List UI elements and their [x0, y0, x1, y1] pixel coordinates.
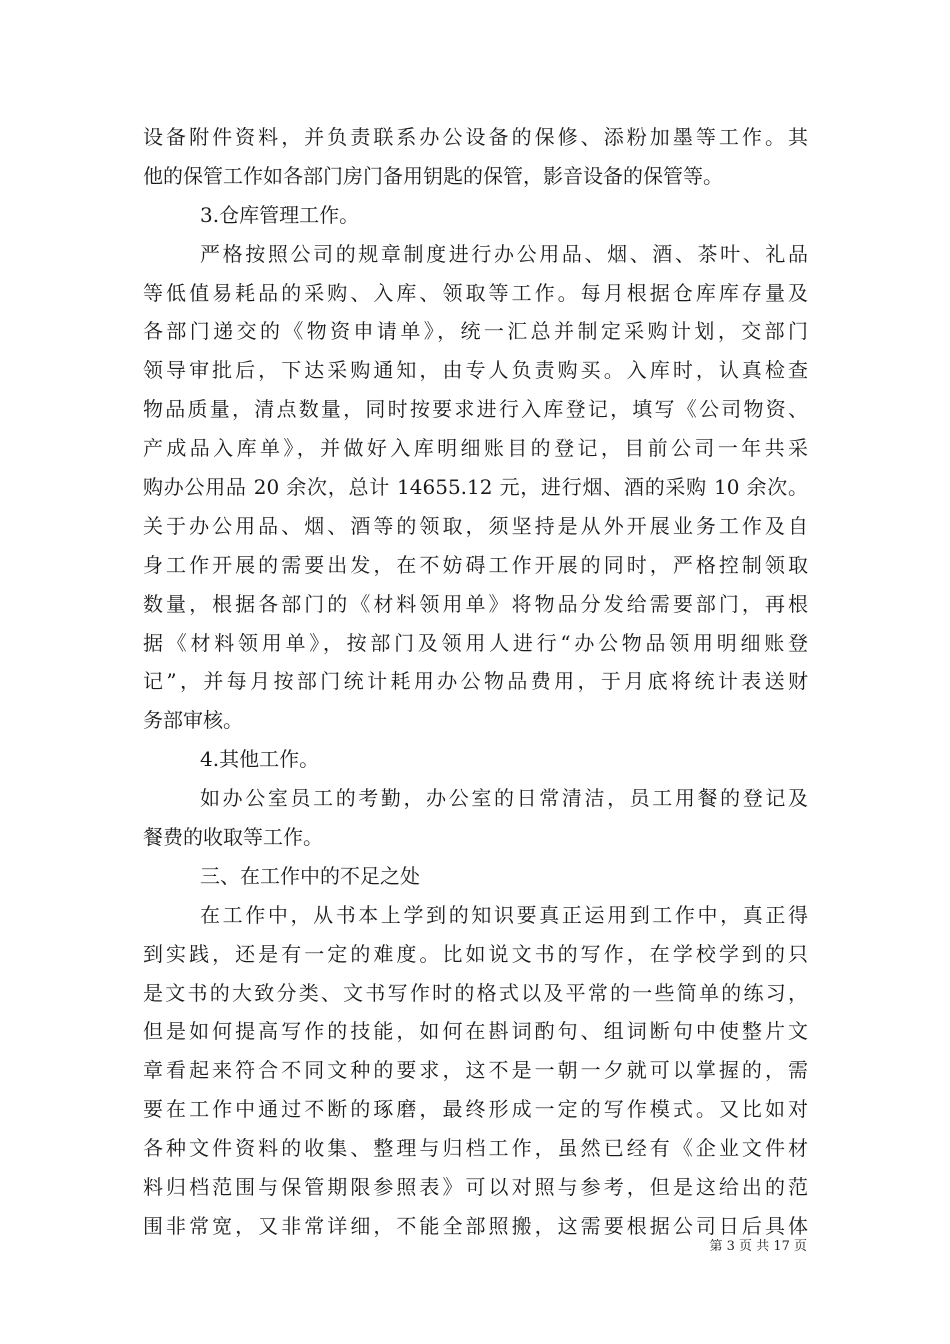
text-line: 身工作开展的需要出发，在不妨碍工作开展的同时，严格控制领取 [143, 552, 808, 577]
text-line: 3.仓库管理工作。 [200, 202, 360, 227]
text-line: 如办公室员工的考勤，办公室的日常清洁，员工用餐的登记及 [200, 786, 808, 811]
text-line: 是文书的大致分类、文书写作时的格式以及平常的一些简单的练习， [143, 980, 808, 1005]
text-line: 产成品入库单》，并做好入库明细账目的登记，目前公司一年共采 [143, 436, 808, 461]
text-line: 购办公用品 20 余次，总计 14655.12 元，进行烟、酒的采购 10 余次。 [143, 475, 808, 500]
text-line: 各部门递交的《物资申请单》，统一汇总并制定采购计划，交部门 [143, 319, 808, 344]
text-line: 数量，根据各部门的《材料领用单》将物品分发给需要部门，再根 [143, 591, 808, 616]
text-line: 记”，并每月按部门统计耗用办公物品费用，于月底将统计表送财 [143, 669, 808, 694]
text-line: 料归档范围与保管期限参照表》可以对照与参考，但是这给出的范 [143, 1175, 808, 1200]
text-line: 但是如何提高写作的技能，如何在斟词酌句、组词断句中使整片文 [143, 1019, 808, 1044]
text-line: 严格按照公司的规章制度进行办公用品、烟、酒、茶叶、礼品 [200, 241, 808, 266]
text-line: 要在工作中通过不断的琢磨，最终形成一定的写作模式。又比如对 [143, 1097, 808, 1122]
text-line: 领导审批后，下达采购通知，由专人负责购买。入库时，认真检查 [143, 358, 808, 383]
document-body [143, 118, 808, 1246]
text-line: 餐费的收取等工作。 [143, 825, 323, 850]
text-line: 章看起来符合不同文种的要求，这不是一朝一夕就可以掌握的，需 [143, 1058, 808, 1083]
text-line: 物品质量，清点数量，同时按要求进行入库登记，填写《公司物资、 [143, 397, 808, 422]
text-line: 务部审核。 [143, 708, 243, 733]
text-line: 三、在工作中的不足之处 [200, 863, 420, 888]
text-line: 围非常宽，又非常详细，不能全部照搬，这需要根据公司日后具体 [143, 1213, 808, 1238]
text-line: 4.其他工作。 [200, 747, 320, 772]
text-line: 关于办公用品、烟、酒等的领取，须坚持是从外开展业务工作及自 [143, 513, 808, 538]
text-line: 等低值易耗品的采购、入库、领取等工作。每月根据仓库库存量及 [143, 280, 808, 305]
text-line: 到实践，还是有一定的难度。比如说文书的写作，在学校学到的只 [143, 941, 808, 966]
text-line: 据《材料领用单》，按部门及领用人进行“办公物品领用明细账登 [143, 630, 808, 655]
text-line: 设备附件资料，并负责联系办公设备的保修、添粉加墨等工作。其 [143, 125, 808, 149]
text-line: 他的保管工作如各部门房门备用钥匙的保管，影音设备的保管等。 [143, 163, 723, 188]
text-line: 各种文件资料的收集、整理与归档工作，虽然已经有《企业文件材 [143, 1136, 808, 1161]
text-line: 在工作中，从书本上学到的知识要真正运用到工作中，真正得 [200, 902, 808, 927]
page-number: 第 3 页 共 17 页 [709, 1239, 807, 1254]
